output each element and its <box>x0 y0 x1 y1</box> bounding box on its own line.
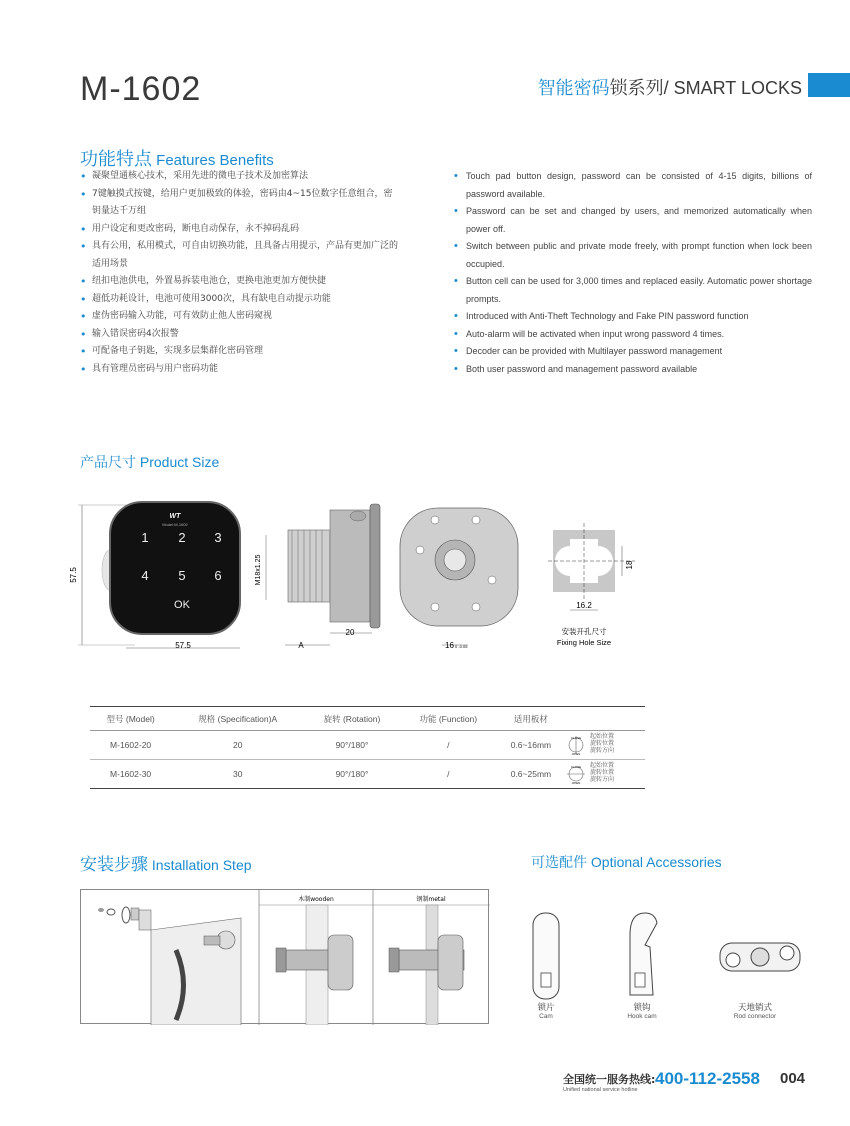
legend-open: OPEN <box>571 752 581 756</box>
wooden-label: 木制wooden <box>298 896 334 903</box>
col-model: 型号 (Model) <box>90 707 171 731</box>
feature-cn-item: • 可配备电子钥匙，实现多层集群化密码管理 <box>80 343 400 361</box>
key-4: 4 <box>141 568 149 583</box>
cell-board: 0.6~16mm <box>497 731 565 760</box>
rotation-icon <box>565 734 587 756</box>
dim-height: 57.5 <box>69 567 78 583</box>
installation-diagram <box>80 889 489 1024</box>
accessory-rod-en: Rod connector <box>733 1013 777 1020</box>
accessory-hook-en: Hook cam <box>627 1013 657 1020</box>
key-6: 6 <box>214 568 222 583</box>
dim-a: A <box>298 641 304 650</box>
spec-table-header <box>90 707 645 731</box>
keypad-model: Model:M-1602 <box>162 522 188 527</box>
cell-model: M-1602-30 <box>90 760 171 789</box>
legend-start: 起始位置 <box>590 763 615 769</box>
rotation-legend <box>565 760 645 789</box>
lock-rear-view <box>400 508 518 650</box>
feature-cn-item: • 具有管理员密码与用户密码功能 <box>80 361 400 379</box>
feature-cn-item: • 凝聚望通核心技术，采用先进的微电子技术及加密算法 <box>80 168 400 186</box>
features-list-en <box>454 168 812 378</box>
product-size-heading-cn: 产品尺寸 <box>80 455 136 471</box>
accessory-cam <box>501 1001 591 1020</box>
cell-model: M-1602-20 <box>90 731 171 760</box>
features-heading-en: Features Benefits <box>156 152 274 169</box>
key-5: 5 <box>178 568 186 583</box>
hook-cam-drawing <box>630 913 657 995</box>
accessory-cam-en: Cam <box>539 1013 553 1020</box>
feature-en-item: • Button cell can be used for 3,000 times and replaced easily. Automatic power shortage prompts. <box>454 273 812 308</box>
accessories-panel <box>505 895 835 1030</box>
installation-heading <box>80 850 252 875</box>
dimension-drawing <box>60 490 660 665</box>
features-list-cn <box>80 168 400 378</box>
product-size-heading <box>80 452 219 472</box>
dim-16: 16 <box>445 641 454 650</box>
hotline-number: 400-112-2558 <box>655 1069 760 1088</box>
legend-close: CLOSE <box>570 765 582 769</box>
dim-width: 57.5 <box>175 641 191 650</box>
features-heading-cn: 功能特点 <box>80 149 152 170</box>
series-title <box>538 74 802 100</box>
feature-cn-item: • 超低功耗设计，电池可使用3000次，具有缺电自动提示功能 <box>80 291 400 309</box>
feature-cn-item: • 7键触摸式按键，给用户更加极致的体验，密码由4~15位数字任意组合，密钥量达千万组 <box>80 186 400 221</box>
accessories-svg <box>505 895 835 1000</box>
cell-spec: 20 <box>171 731 304 760</box>
lock-side-view <box>255 504 380 650</box>
rotation-icon <box>565 763 587 785</box>
key-3: 3 <box>214 530 222 545</box>
hotline-en: Unified national service hotline <box>563 1087 638 1093</box>
legend-open: OPEN <box>571 781 581 785</box>
installation-heading-cn: 安装步骤 <box>80 855 148 875</box>
feature-en-item: • Auto-alarm will be activated when input wrong password 4 times. <box>454 326 812 344</box>
cell-function: / <box>400 760 497 789</box>
feature-cn-item: • 虚伪密码输入功能，可有效防止他人密码窥视 <box>80 308 400 326</box>
accessories-heading-cn: 可选配件 <box>531 855 587 871</box>
hotline-label <box>563 1071 655 1093</box>
accessory-hook-cn: 锁钩 <box>633 1003 651 1013</box>
key-2: 2 <box>178 530 186 545</box>
feature-en-item: • Password can be set and changed by users, and memorized automatically when power off. <box>454 203 812 238</box>
table-row <box>90 731 645 760</box>
dim-tolerance: 0 -0.05 <box>455 644 468 649</box>
hole-label-en: Fixing Hole Size <box>556 638 612 647</box>
series-title-cn: 智能密码 <box>537 78 610 98</box>
cam-drawing <box>533 913 559 999</box>
feature-en-item: • Switch between public and private mode freely, with prompt function when lock been occupied. <box>454 238 812 273</box>
installation-heading-en: Installation Step <box>151 857 252 873</box>
col-spec: 规格 (Specification)A <box>171 707 304 731</box>
dim-20: 20 <box>345 628 355 637</box>
accessory-rod-cn: 天地销式 <box>737 1003 772 1013</box>
feature-en-item: • Touch pad button design, password can be consisted of 4-15 digits, billions of password available. <box>454 168 812 203</box>
product-size-heading-en: Product Size <box>139 454 220 470</box>
series-title-rest: 锁系列/ SMART LOCKS <box>609 78 802 98</box>
legend-direction: 旋转方向 <box>590 748 615 754</box>
accessory-rod-connector <box>710 1001 800 1020</box>
col-legend <box>565 707 645 731</box>
col-rotation: 旋转 (Rotation) <box>304 707 400 731</box>
legend-start: 起始位置 <box>590 734 615 740</box>
cell-spec: 30 <box>171 760 304 789</box>
key-ok: OK <box>174 599 190 611</box>
dim-hole-height: 18 <box>625 560 634 570</box>
cell-function: / <box>400 731 497 760</box>
dim-hole-width: 16.2 <box>576 601 592 610</box>
feature-en-item: • Introduced with Anti-Theft Technology and Fake PIN password function <box>454 308 812 326</box>
page-number: 004 <box>780 1070 806 1087</box>
fixing-hole-diagram <box>548 523 635 647</box>
legend-rotate: 旋转位置 <box>590 770 615 776</box>
hotline-cn: 全国统一服务热线: <box>563 1073 656 1086</box>
dim-thread: M18x1.25 <box>255 554 262 586</box>
legend-close: CLOSE <box>570 736 582 740</box>
feature-en-item: • Both user password and management password available <box>454 361 812 379</box>
feature-en-item: • Decoder can be provided with Multilayer password management <box>454 343 812 361</box>
rotation-legend <box>565 731 645 760</box>
col-function: 功能 (Function) <box>400 707 497 731</box>
feature-cn-item: • 输入错误密码4次报警 <box>80 326 400 344</box>
cell-board: 0.6~25mm <box>497 760 565 789</box>
feature-cn-item: • 用户设定和更改密码，断电自动保存，永不掉码乱码 <box>80 221 400 239</box>
metal-label: 钢制metal <box>416 896 446 903</box>
key-1: 1 <box>141 530 149 545</box>
metal-section <box>389 905 464 1025</box>
table-row <box>90 760 645 789</box>
brand-logo: WT <box>169 513 181 520</box>
keypad-front-view <box>69 502 240 650</box>
feature-cn-item: • 纽扣电池供电，外置易拆装电池仓，更换电池更加方便快捷 <box>80 273 400 291</box>
cell-rotation: 90°/180° <box>304 731 400 760</box>
wooden-section <box>276 905 353 1025</box>
cell-rotation: 90°/180° <box>304 760 400 789</box>
exploded-view <box>98 907 241 1025</box>
legend-rotate: 旋转位置 <box>590 741 615 747</box>
accessories-heading-en: Optional Accessories <box>590 854 722 870</box>
feature-cn-item: • 具有公用，私用模式，可自由切换功能，且具备占用提示，产品有更加广泛的适用场景 <box>80 238 400 273</box>
col-board: 适用板材 <box>497 707 565 731</box>
installation-svg <box>81 890 490 1025</box>
accessory-cam-cn: 锁片 <box>537 1003 555 1013</box>
header-accent-bar <box>808 73 850 97</box>
accessories-heading <box>531 852 722 872</box>
rod-connector-drawing <box>720 943 800 971</box>
legend-direction: 旋转方向 <box>590 777 615 783</box>
spec-table <box>90 706 645 789</box>
model-title: M-1602 <box>80 70 202 108</box>
accessory-hook-cam <box>597 1001 687 1020</box>
hole-label-cn: 安装开孔尺寸 <box>561 627 607 636</box>
